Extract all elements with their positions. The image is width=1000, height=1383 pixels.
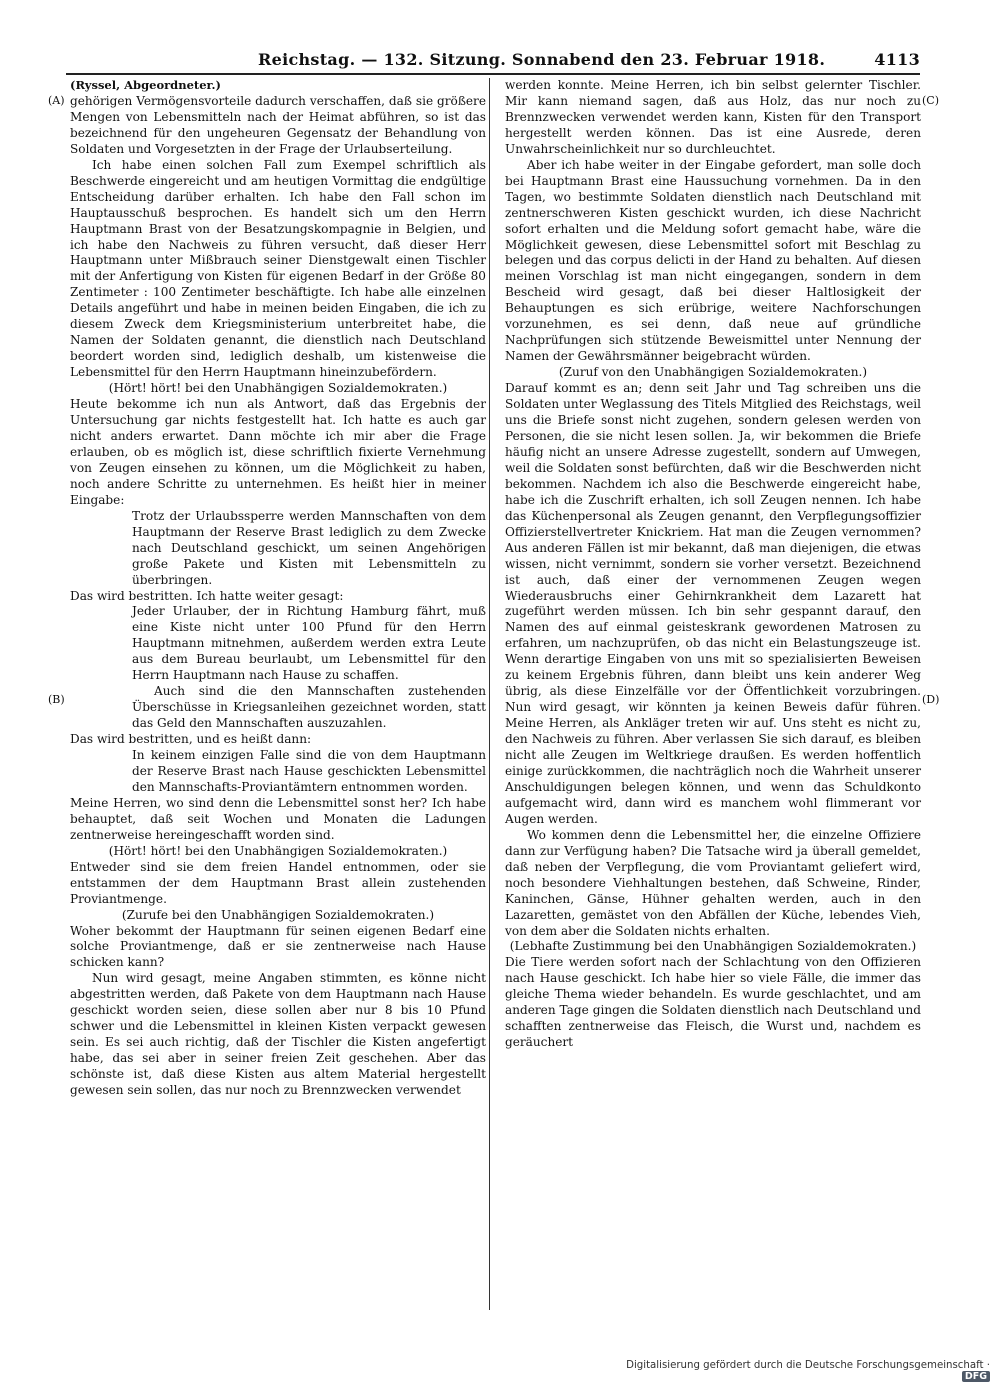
interjection: (Zuruf von den Unabhängigen Sozialdemokraten.) [558,365,868,380]
paragraph: Das wird bestritten. Ich hatte weiter gesagt: [70,588,344,603]
header-title: Reichstag. — 132. Sitzung. Sonnabend den 23. Februar 1918. [258,50,826,69]
paragraph: Die Tiere werden sofort nach der Schlachtung von den Offizieren nach Hause geschickt. Ich habe hier so viele Fälle, die immer das gleiche Thema wieder behandeln. Es wurde geschlachtet, und am anderen Tage gingen die Soldaten dienstlich nach Deutschland und schafften zentnerweise das Fleisch, die Wurst und, nachdem es geräuchert [505,955,921,1050]
paragraph: gehörigen Vermögensvorteile dadurch verschaffen, daß sie größere Mengen von Lebensmitteln nach der Heimat abführen, so ist das bezeichnend für den ungeheuren Gegensatz der Behandlung von Soldaten und Vorgesetzten in der Frage der Urlaubserteilung. [70,93,486,156]
paragraph: Meine Herren, wo sind denn die Lebensmittel sonst her? Ich habe behauptet, daß seit Wochen und Monaten die Ladungen zentnerweise hereingeschafft worden sind. [70,795,486,842]
paragraph: Entweder sind sie dem freien Handel entnommen, oder sie entstammen der dem Hauptmann Brast allein zustehenden Proviantmenge. [70,859,486,906]
quoted-passage: Auch sind die den Mannschaften zustehenden Überschüsse in Kriegsanleihen gezeichnet worden, statt das Geld den Mannschaften auszuzahlen. [132,684,486,731]
interjection: (Hört! hört! bei den Unabhängigen Sozialdemokraten.) [108,843,448,858]
paragraph: Wo kommen denn die Lebensmittel her, die einzelne Offiziere dann zur Verfügung haben? Die Tatsache wird ja überall gemeldet, daß neben der Verpflegung, die vom Proviantamt geliefert wird, noch besondere Viehhaltungen bestehen, daß Schweine, Rinder, Kaninchen, Gänse, Hühner gehalten werden, auch in den Lazaretten, gemästet von den Abfällen der Küche, lebendes Vieh, von dem aber die Soldaten nichts erhalten. [505,827,921,938]
interjection: (Hört! hört! bei den Unabhängigen Sozialdemokraten.) [108,381,448,396]
header-rule [66,73,920,75]
paragraph: werden konnte. Meine Herren, ich bin selbst gelernter Tischler. Mir kann niemand sagen, daß aus Holz, das nur noch zu Brennzwecken verwendet werden kann, Kisten für den Transport hergestellt werden können. Das ist eine Ausrede, deren Unwahrscheinlichkeit nur so durchleuchtet. [505,78,921,156]
margin-marker-b: (B) [48,693,65,706]
paragraph: Das wird bestritten, und es heißt dann: [70,732,312,747]
paragraph: Heute bekomme ich nun als Antwort, daß das Ergebnis der Untersuchung gar nichts festgestellt hat. Ich hatte es auch gar nicht anders erwartet. Dann möchte ich mir aber die Frage erlauben, ob es möglich ist, diese schriftlich fixierte Vernehmung von Zeugen einsehen zu können, um die Möglichkeit zu haben, noch andere Schritte zu unternehmen. Es heißt hier in meiner Eingabe: [70,397,486,507]
right-text-column [505,78,921,1051]
paragraph: Woher bekommt der Hauptmann für seinen eigenen Bedarf eine solche Proviantmenge, daß er sie zentnerweise nach Hause schicken kann? [70,923,486,970]
speaker-label: (Ryssel, Abgeordneter.) [70,78,221,92]
paragraph [70,78,486,94]
paragraph: Darauf kommt es an; denn seit Jahr und Tag schreiben uns die Soldaten unter Weglassung des Titels Mitglied des Reichstags, weil uns die Briefe sonst nicht zugehen, sondern gelesen werden von Personen, die sie nicht lesen sollen. Ja, wir bekommen die Briefe häufig nicht an unsere Adresse zugestellt, sondern auf Umwegen, weil die Soldaten sonst befürchten, daß wir die Beschwerden nicht bekommen. Nachdem ich also die Beschwerde eingereicht habe, habe ich die Zuschrift erhalten, ich soll Zeugen nennen. Ich habe das Küchenpersonal als Zeugen genannt, den Verpflegungsoffizier Offizierstellvertreter Knickriem. Hat man die Zeugen vernommen? Aus anderen Fällen ist mir bekannt, daß man diejenigen, die etwas wissen, nicht vernimmt, sondern sie vorher versetzt. Bezeichnend ist auch, daß einer der vernommenen Zeugen wegen Wiederausbruchs einer Gehirnkrankheit dem Lazarett hat zugeführt werden müssen. Ich bin sehr gespannt darauf, den Namen des auf einmal geisteskrank gewordenen Matrosen zu erfahren, um nachzuprüfen, ob das nicht ein Belastungszeuge ist. Wenn derartige Eingaben von uns mit so spezialisierten Beweisen zu keinem Ergebnis führen, dann bleibt uns kein anderer Weg übrig, als diese Einzelfälle vor der Öffentlichkeit vorzubringen. Nun wird gesagt, wir könnten ja keinen Beweis dafür führen. Meine Herren, als Ankläger treten wir auf. Uns steht es nicht zu, den Nachweis zu führen. Aber verlassen Sie sich darauf, es bleiben nicht alle Zeugen im Weltkriege draußen. Es werden hoffentlich einige zurückkommen, die nachträglich noch die Wahrheit unserer Anschuldigungen belegen können, und wenn das Schuldkonto aufgemacht wird, dann wird es manchem wohl flimmerant vor Augen werden. [505,381,921,826]
margin-marker-d: (D) [922,693,940,706]
paragraph: Aber ich habe weiter in der Eingabe gefordert, man solle doch bei Hauptmann Brast eine Haussuchung vornehmen. Da in den Tagen, wo bestimmte Soldaten dienstlich nach Deutschland mit zentnerschweren Kisten geschickt wurden, ich diese Nachricht sofort erhalten und die Meldung sofort gemacht habe, wäre die Möglichkeit gewesen, diese Lebensmittel sofort mit Beschlag zu belegen und das corpus delicti in der Hand zu behalten. Auf diesen meinen Vorschlag ist man nicht eingegangen, sondern in dem Bescheid wird gesagt, daß bei dieser Haltlosigkeit der Behauptungen es sich erübrige, weitere Nachforschungen vorzunehmen, es sei denn, daß neue auf gründliche Nachprüfungen sich stützende Beweismittel unter Nennung der Namen der Gewährsmänner beigebracht würden. [505,157,921,364]
running-header [68,50,920,72]
dfg-logo: DFG [962,1371,990,1382]
left-text-column [70,78,486,1099]
page-number: 4113 [874,50,920,69]
margin-marker-a: (A) [48,94,65,107]
margin-marker-c: (C) [922,94,939,107]
paragraph: Nun wird gesagt, meine Angaben stimmten, es könne nicht abgestritten werden, daß Pakete von dem Hauptmann nach Hause geschickt worden seien, diese sollen aber nur 8 bis 10 Pfund schwer und die Lebensmittel in kleinen Kisten verpackt gewesen sein. Es sei auch richtig, daß der Tischler die Kisten angefertigt habe, das sei aber in seiner freien Zeit geschehen. Aber das schönste ist, daß diese Kisten aus altem Material hergestellt gewesen sein sollen, das nur noch zu Brennzwecken verwendet [70,971,486,1098]
interjection: (Zurufe bei den Unabhängigen Sozialdemokraten.) [121,907,435,922]
quoted-passage: Trotz der Urlaubssperre werden Mannschaften von dem Hauptmann der Reserve Brast lediglich zu dem Zwecke nach Deutschland geschickt, um seinen Angehörigen große Pakete und Kisten mit Lebensmitteln zu überbringen. [132,508,486,587]
column-divider [489,78,490,1310]
footer-text: Digitalisierung gefördert durch die Deutsche Forschungsgemeinschaft · [626,1360,990,1371]
quoted-passage: Jeder Urlauber, der in Richtung Hamburg fährt, muß eine Kiste nicht unter 100 Pfund für den Herrn Hauptmann mitnehmen, außerdem werden extra Leute aus dem Bureau beurlaubt, um Lebensmittel für den Herrn Hauptmann nach Hause zu schaffen. [132,604,486,683]
paragraph: Ich habe einen solchen Fall zum Exempel schriftlich als Beschwerde eingereicht und am heutigen Vormittag die endgültige Entscheidung darüber erhalten. Ich habe den Fall schon im Hauptausschuß besprochen. Es handelt sich um den Herrn Hauptmann Brast von der Besatzungskompagnie in Belgien, und ich habe den Nachweis zu führen versucht, daß dieser Herr Hauptmann unter Mißbrauch seiner Dienstgewalt einen Tischler mit der Anfertigung von Kisten für eigenen Bedarf in der Größe 80 Zentimeter : 100 Zentimeter beschäftigte. Ich habe alle einzelnen Details angeführt und habe in meinen beiden Eingaben, die ich zu diesem Zweck dem Kriegsministerium unterbreitet habe, die Namen der Soldaten genannt, die dienstlich nach Deutschland beordert worden sind, lediglich deshalb, um kistenweise die Lebensmittel für den Herrn Hauptmann hineinzubefördern. [70,157,486,380]
quoted-passage: In keinem einzigen Falle sind die von dem Hauptmann der Reserve Brast nach Hause geschickten Lebensmittel den Mannschafts-Proviantämtern entnommen worden. [132,748,486,794]
footer-credit [600,1360,990,1382]
interjection: (Lebhafte Zustimmung bei den Unabhängigen Sozialdemokraten.) [509,939,917,954]
